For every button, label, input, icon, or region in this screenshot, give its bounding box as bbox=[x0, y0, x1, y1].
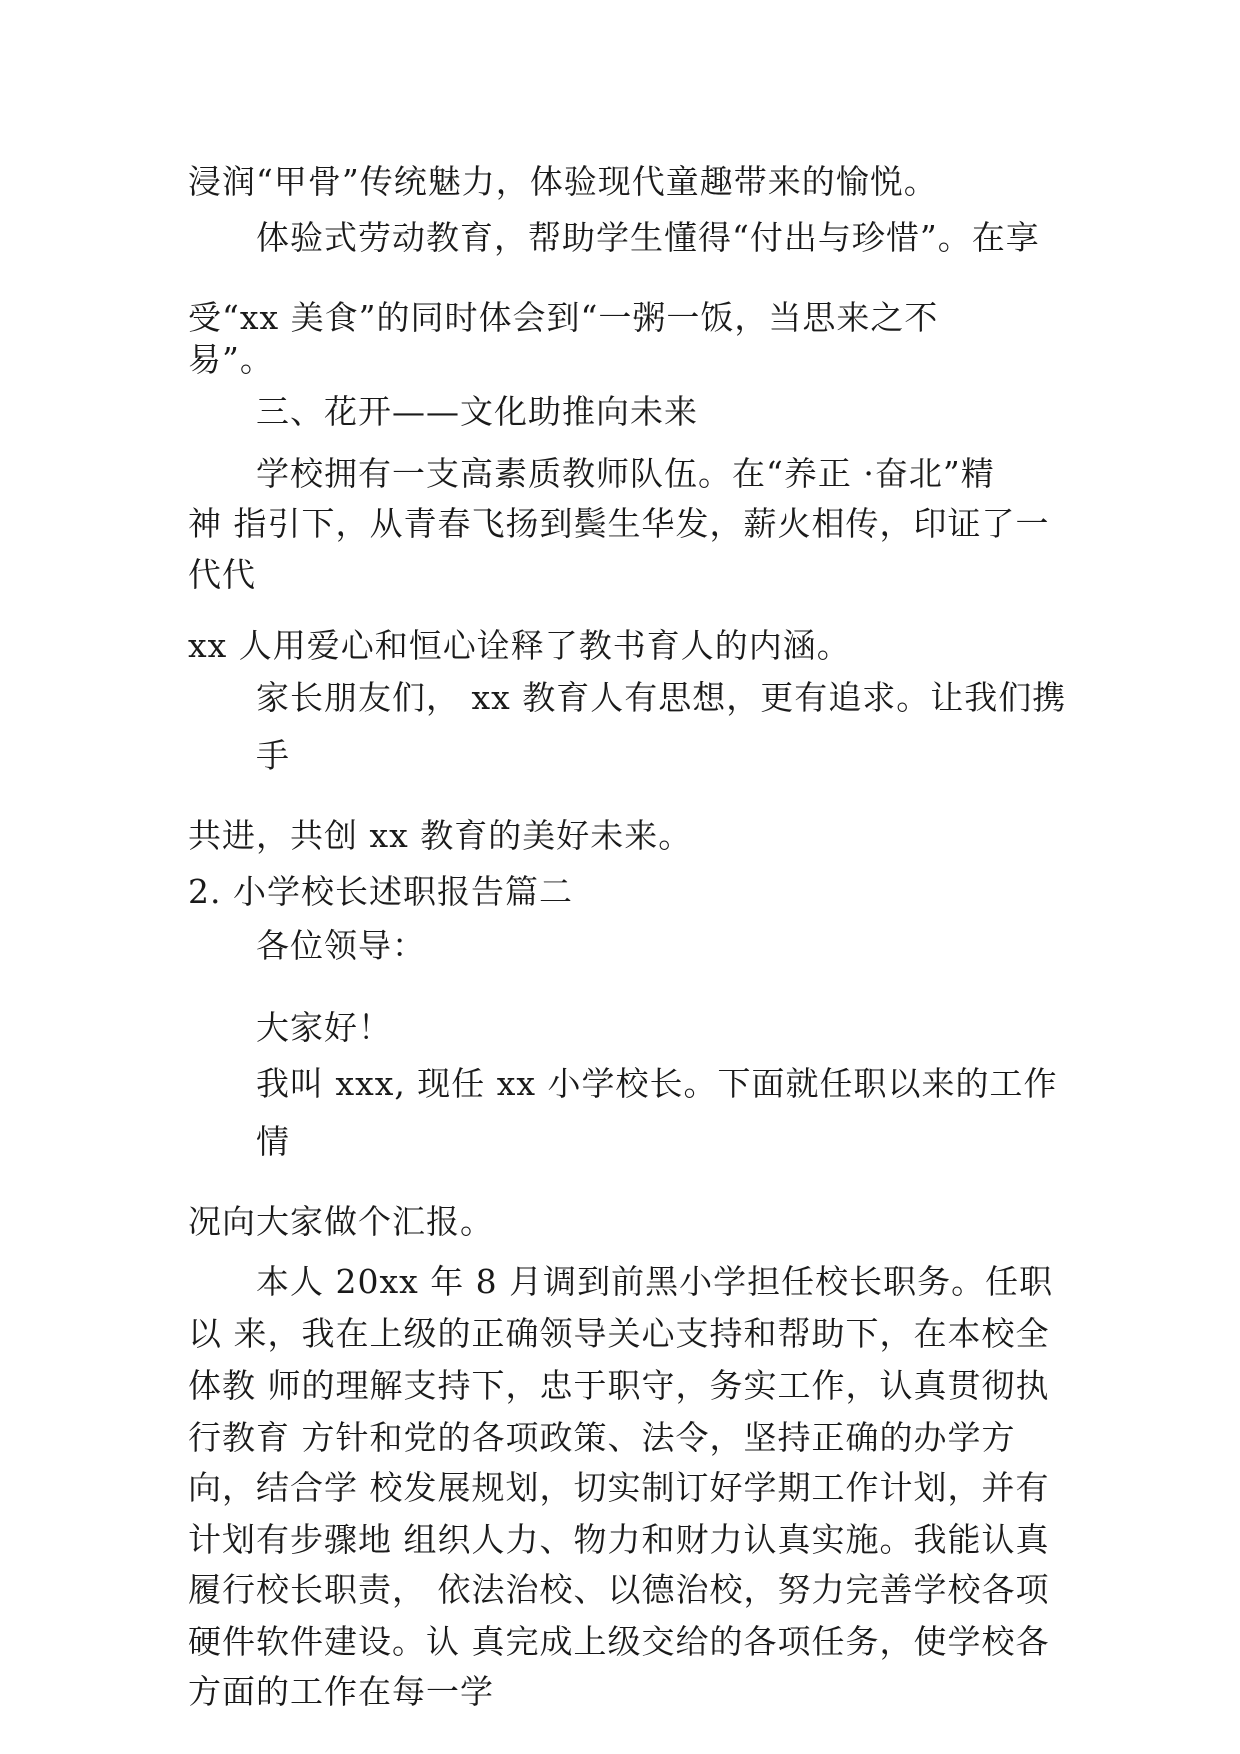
text-line: 计划有步骤地 组织人力、物力和财力认真实施。我能认真 bbox=[188, 1520, 1050, 1559]
text-line: 方面的工作在每一学 bbox=[188, 1672, 494, 1711]
section-heading: 三、花开——文化助推向未来 bbox=[256, 392, 698, 431]
text-line: 易”。 bbox=[188, 340, 274, 379]
text-line: 家长朋友们， xx 教育人有思想，更有追求。让我们携 bbox=[256, 678, 1067, 717]
text-line: 行教育 方针和党的各项政策、法令，坚持正确的办学方 bbox=[188, 1418, 1016, 1457]
text-line: 体验式劳动教育，帮助学生懂得“付出与珍惜”。在享 bbox=[256, 218, 1040, 257]
section-heading: 2. 小学校长述职报告篇二 bbox=[188, 872, 573, 911]
greeting: 大家好！ bbox=[256, 1008, 392, 1047]
text-line: 手 bbox=[256, 736, 290, 775]
text-line: 况向大家做个汇报。 bbox=[188, 1202, 494, 1241]
text-line: 受“xx 美食”的同时体会到“一粥一饭，当思来之不 bbox=[188, 298, 939, 337]
text-line: 我叫 xxx, 现任 xx 小学校长。下面就任职以来的工作 bbox=[256, 1064, 1058, 1103]
text-line: 情 bbox=[256, 1122, 290, 1161]
text-line: xx 人用爱心和恒心诠释了教书育人的内涵。 bbox=[188, 626, 851, 665]
salutation: 各位领导： bbox=[256, 926, 426, 965]
text-line: 浸润“甲骨”传统魅力，体验现代童趣带来的愉悦。 bbox=[188, 162, 938, 201]
text-line: 向，结合学 校发展规划，切实制订好学期工作计划，并有 bbox=[188, 1468, 1050, 1507]
text-line: 以 来，我在上级的正确领导关心支持和帮助下，在本校全 bbox=[188, 1314, 1050, 1353]
text-line: 体教 师的理解支持下，忠于职守，务实工作，认真贯彻执 bbox=[188, 1366, 1050, 1405]
text-line: 学校拥有一支高素质教师队伍。在“养正 ·奋北”精 bbox=[256, 454, 995, 493]
text-line: 本人 20xx 年 8 月调到前黑小学担任校长职务。任职 bbox=[256, 1262, 1054, 1301]
text-line: 神 指引下，从青春飞扬到鬓生华发，薪火相传，印证了一 bbox=[188, 504, 1050, 543]
text-line: 硬件软件建设。认 真完成上级交给的各项任务，使学校各 bbox=[188, 1622, 1050, 1661]
text-line: 共进，共创 xx 教育的美好未来。 bbox=[188, 816, 693, 855]
text-line: 履行校长职责， 依法治校、以德治校，努力完善学校各项 bbox=[188, 1570, 1050, 1609]
text-line: 代代 bbox=[188, 555, 256, 594]
